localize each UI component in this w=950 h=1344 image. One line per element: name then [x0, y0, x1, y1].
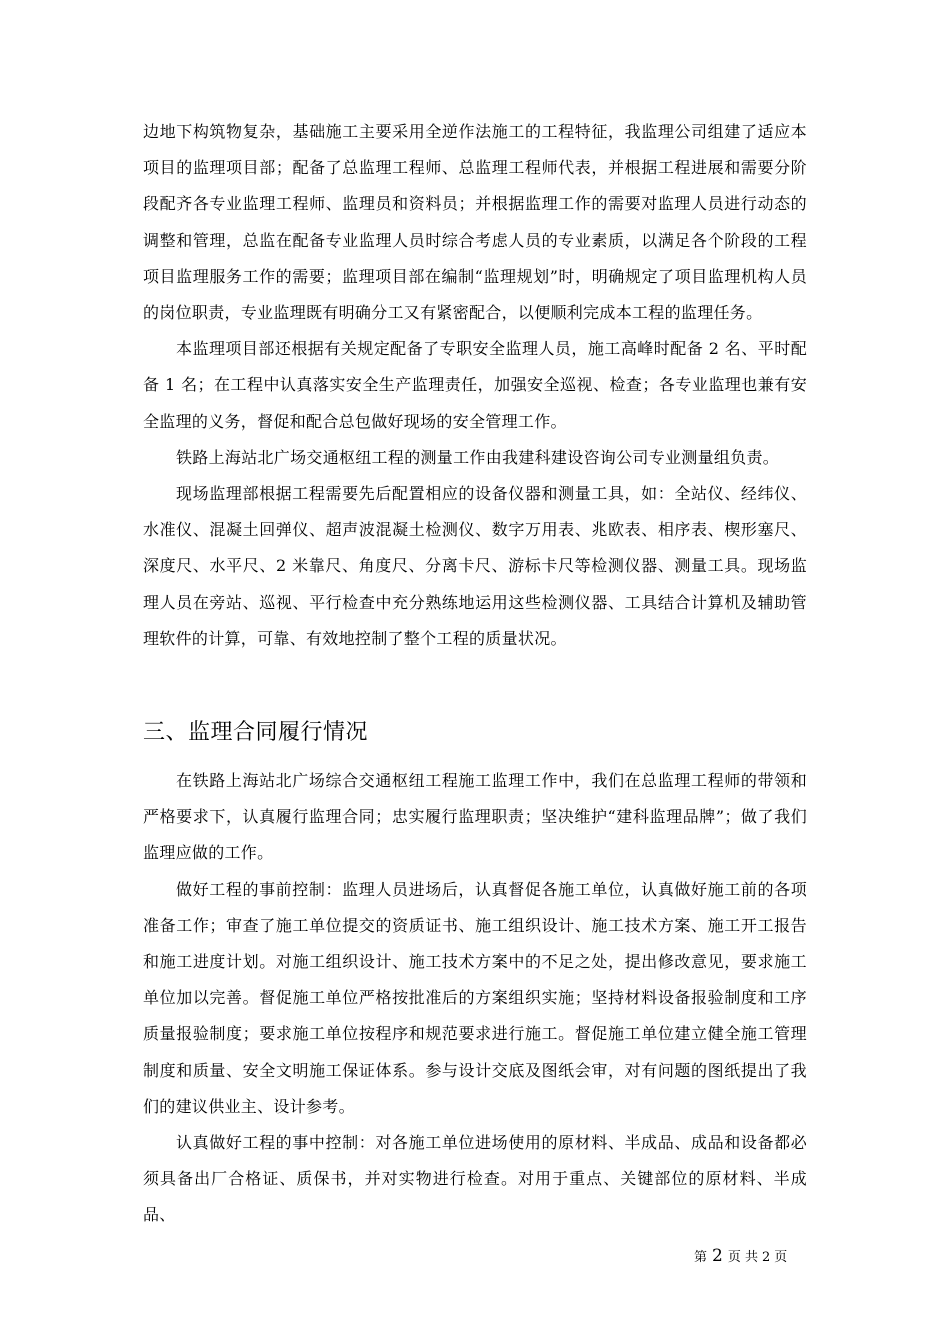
paragraph-contract-performance: 在铁路上海站北广场综合交通枢纽工程施工监理工作中，我们在总监理工程师的带领和严格要求下，认真履行监理合同；忠实履行监理职责；坚决维护“建科监理品牌”；做了我们监理应做的工作。 — [143, 771, 807, 863]
footer-prefix: 第 — [694, 1250, 708, 1265]
paragraph-pre-control: 做好工程的事前控制：监理人员进场后，认真督促各施工单位，认真做好施工前的各项准备工作；审查了施工单位提交的资质证书、施工组织设计、施工技术方案、施工开工报告和施工进度计划。对施工组织设计、施工技术方案中的不足之处，提出修改意见，要求施工单位加以完善。督促施工单位严格按批准后的方案组织实施；坚持材料设备报验制度和工序质量报验制度；要求施工单位按程序和规范要求进行施工。督促施工单位建立健全施工管理制度和质量、安全文明施工保证体系。参与设计交底及图纸会审，对有问题的图纸提出了我们的建议供业主、设计参考。 — [143, 879, 807, 1116]
body-text-top — [143, 114, 807, 657]
paragraph-safety-supervision: 本监理项目部还根据有关规定配备了专职安全监理人员，施工高峰时配备 2 名、平时配备 1 名；在工程中认真落实安全生产监理责任，加强安全巡视、检查；各专业监理也兼有安全监理的义务，督促和配合总包做好现场的安全管理工作。 — [143, 339, 807, 431]
paragraph-continuation: 边地下构筑物复杂，基础施工主要采用全逆作法施工的工程特征，我监理公司组建了适应本项目的监理项目部；配备了总监理工程师、总监理工程师代表，并根据工程进展和需要分阶段配齐各专业监理工程师、监理员和资料员；并根据监理工作的需要对监理人员进行动态的调整和管理，总监在配备专业监理人员时综合考虑人员的专业素质，以满足各个阶段的工程项目监理服务工作的需要；监理项目部在编制“监理规划”时，明确规定了项目监理机构人员的岗位职责，专业监理既有明确分工又有紧密配合，以便顺利完成本工程的监理任务。 — [143, 122, 807, 323]
paragraph-instruments: 现场监理部根据工程需要先后配置相应的设备仪器和测量工具，如：全站仪、经纬仪、水准仪、混凝土回弹仪、超声波混凝土检测仪、数字万用表、兆欧表、相序表、楔形塞尺、深度尺、水平尺、2 米靠尺、角度尺、分离卡尺、游标卡尺等检测仪器、测量工具。现场监理人员在旁站、巡视、平行检查中充分熟练地运用这些检测仪器、工具结合计算机及辅助管理软件的计算，可靠、有效地控制了整个工程的质量状况。 — [143, 484, 807, 648]
footer-page-number: 2 — [712, 1246, 723, 1266]
footer-total-pages: 2 — [761, 1250, 771, 1265]
paragraph-in-process-control: 认真做好工程的事中控制：对各施工单位进场使用的原材料、半成品、成品和设备都必须具备出厂合格证、质保书，并对实物进行检查。对用于重点、关键部位的原材料、半成品、 — [143, 1133, 807, 1225]
section-heading: 三、监理合同履行情况 — [143, 720, 369, 745]
footer-suffix: 页 — [774, 1250, 788, 1265]
body-text-bottom — [143, 763, 807, 1234]
page-footer — [694, 1245, 787, 1269]
footer-middle: 页 共 — [727, 1250, 758, 1265]
paragraph-survey-work: 铁路上海站北广场交通枢纽工程的测量工作由我建科建设咨询公司专业测量组负责。 — [176, 447, 780, 467]
